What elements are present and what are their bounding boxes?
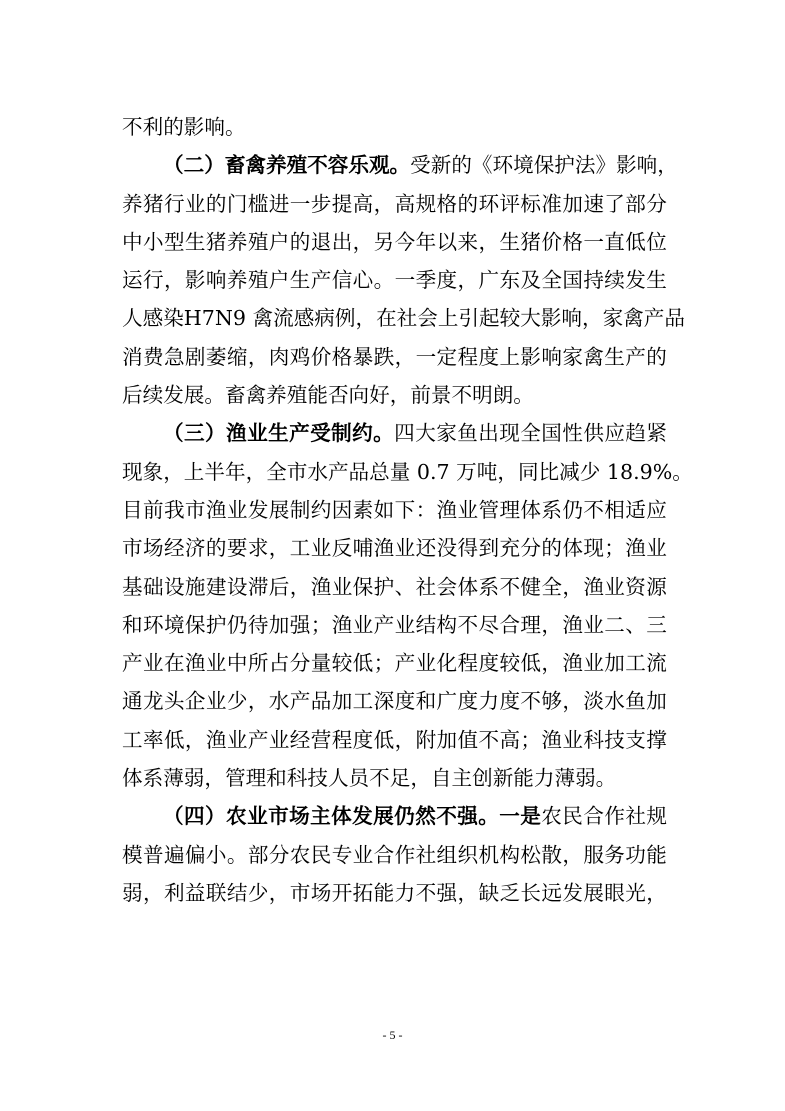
text-line: 现 象 ， 上 半 年 ， 全 市 水 产 品 总 量 0.7 万 吨 ， 同 比 减 少 18.9% 。: [122, 459, 693, 484]
text-line: 和 环 境 保 护 仍 待 加 强 ； 渔 业 产 业 结 构 不 尽 合 理 ， 渔 业 二 、 三: [122, 612, 667, 637]
text-line: （ 三 ） 渔 业 生 产 受 制 约 。 四 大 家 鱼 出 现 全 国 性 供 应 趋 紧: [163, 421, 667, 446]
text-line: 市 场 经 济 的 要 求 ， 工 业 反 哺 渔 业 还 没 得 到 充 分 的 体 现 ； 渔 业: [122, 536, 667, 561]
text-line: （ 二 ） 畜 禽 养 殖 不 容 乐 观 。 受 新 的 《 环 境 保 护 法 》 影 响 ，: [163, 153, 678, 178]
text-line: 人 感 染 H7N9 禽 流 感 病 例 ， 在 社 会 上 引 起 较 大 影 响 ， 家 禽 产 品: [122, 306, 685, 331]
body-text: [122, 108, 693, 912]
text-line: 后 续 发 展 。 畜 禽 养 殖 能 否 向 好 ， 前 景 不 明 朗 。: [122, 383, 534, 408]
text-line: 目 前 我 市 渔 业 发 展 制 约 因 素 如 下 ： 渔 业 管 理 体 系 仍 不 相 适 应: [122, 497, 667, 522]
text-line: 基 础 设 施 建 设 滞 后 ， 渔 业 保 护 、 社 会 体 系 不 健 全 ， 渔 业 资 源: [122, 574, 667, 599]
text-line: 弱 ， 利 益 联 结 少 ， 市 场 开 拓 能 力 不 强 ， 缺 乏 长 远 发 展 眼 光 ，: [122, 880, 667, 905]
text-line: 养 猪 行 业 的 门 槛 进 一 步 提 高 ， 高 规 格 的 环 评 标 准 加 速 了 部 分: [122, 191, 667, 216]
text-line: （ 四 ） 农 业 市 场 主 体 发 展 仍 然 不 强 。 一 是 农 民 合 作 社 规: [163, 804, 667, 829]
text-line: 体 系 薄 弱 ， 管 理 和 科 技 人 员 不 足 ， 自 主 创 新 能 力 薄 弱 。: [122, 766, 617, 791]
text-line: 产 业 在 渔 业 中 所 占 分 量 较 低 ； 产 业 化 程 度 较 低 ， 渔 业 加 工 流: [122, 651, 667, 676]
text-line: 消 费 急 剧 萎 缩 ， 肉 鸡 价 格 暴 跌 ， 一 定 程 度 上 影 响 家 禽 生 产 的: [122, 344, 667, 369]
text-line: 模 普 遍 偏 小 。 部 分 农 民 专 业 合 作 社 组 织 机 构 松 散 ， 服 务 功 能: [122, 842, 667, 867]
page-number: - 5 -: [382, 1028, 403, 1042]
text-line: 不 利 的 影 响 。: [122, 115, 246, 139]
text-line: 通 龙 头 企 业 少 ， 水 产 品 加 工 深 度 和 广 度 力 度 不 够 ， 淡 水 鱼 加: [122, 689, 667, 714]
text-line: 工 率 低 ， 渔 业 产 业 经 营 程 度 低 ， 附 加 值 不 高 ； 渔 业 科 技 支 撑: [122, 727, 667, 752]
text-line: 运 行 ， 影 响 养 殖 户 生 产 信 心 。 一 季 度 ， 广 东 及 全 国 持 续 发 生: [122, 268, 667, 293]
text-line: 中 小 型 生 猪 养 殖 户 的 退 出 ， 另 今 年 以 来 ， 生 猪 价 格 一 直 低 位: [122, 229, 667, 254]
